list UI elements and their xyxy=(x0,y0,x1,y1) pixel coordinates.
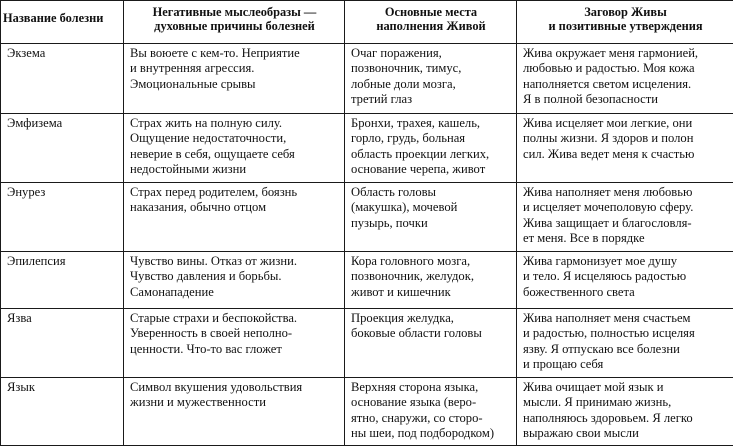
thoughts-cell: Вы воюете с кем-то. Неприятие и внутренняя агрессия. Эмоциональные срывы xyxy=(124,44,345,114)
spell-cell: Жива наполняет меня счастьем и радостью, полностью исцеляя язву. Я отпускаю все болезни и прощаю себя xyxy=(517,309,733,378)
thoughts-cell: Символ вкушения удовольствия жизни и мужественности xyxy=(124,378,345,446)
spell-cell: Жива наполняет меня любовью и исцеляет мочеполовую сферу. Жива защищает и благословля- ет меня. Все в порядке xyxy=(517,183,733,252)
disease-name-cell: Эпилепсия xyxy=(1,252,124,309)
spell-cell: Жива очищает мой язык и мысли. Я принимаю жизнь, наполняюсь здоровьем. Я легко выражаю свои мысли xyxy=(517,378,733,446)
places-cell: Кора головного мозга, позвоночник, желудок, живот и кишечник xyxy=(345,252,517,309)
table-row xyxy=(1,183,733,252)
disease-name-cell: Эмфизема xyxy=(1,114,124,183)
header-negative-thoughts: Негативные мыслеобразы — духовные причины болезней xyxy=(124,1,345,44)
thoughts-cell: Чувство вины. Отказ от жизни. Чувство давления и борьбы. Самонападение xyxy=(124,252,345,309)
places-cell: Очаг поражения, позвоночник, тимус, лобные доли мозга, третий глаз xyxy=(345,44,517,114)
thoughts-cell: Старые страхи и беспокойства. Уверенность в своей неполно- ценности. Что-то вас гложет xyxy=(124,309,345,378)
thoughts-cell: Страх перед родителем, боязнь наказания, обычно отцом xyxy=(124,183,345,252)
table-row xyxy=(1,309,733,378)
table-header-row xyxy=(1,1,733,44)
disease-name-cell: Экзема xyxy=(1,44,124,114)
header-main-places: Основные места наполнения Живой xyxy=(345,1,517,44)
places-cell: Верхняя сторона языка, основание языка (веро- ятно, снаружи, со сторо- ны шеи, под подбородком) xyxy=(345,378,517,446)
header-disease-name: Название болезни xyxy=(1,1,124,44)
table-row xyxy=(1,252,733,309)
spell-cell: Жива исцеляет мои легкие, они полны жизни. Я здоров и полон сил. Жива ведет меня к счастью xyxy=(517,114,733,183)
spell-cell: Жива окружает меня гармонией, любовью и радостью. Моя кожа наполняется светом исцеления. Я в полной безопасности xyxy=(517,44,733,114)
table-row xyxy=(1,44,733,114)
disease-name-cell: Язык xyxy=(1,378,124,446)
places-cell: Область головы (макушка), мочевой пузырь, почки xyxy=(345,183,517,252)
table-row xyxy=(1,378,733,446)
thoughts-cell: Страх жить на полную силу. Ощущение недостаточности, неверие в себя, ощущаете себя недостойными жизни xyxy=(124,114,345,183)
table-row xyxy=(1,114,733,183)
disease-name-cell: Язва xyxy=(1,309,124,378)
disease-name-cell: Энурез xyxy=(1,183,124,252)
spell-cell: Жива гармонизует мое душу и тело. Я исцеляюсь радостью божественного света xyxy=(517,252,733,309)
places-cell: Проекция желудка, боковые области головы xyxy=(345,309,517,378)
header-spell-affirmations: Заговор Живы и позитивные утверждения xyxy=(517,1,733,44)
places-cell: Бронхи, трахея, кашель, горло, грудь, больная область проекции легких, основание черепа, живот xyxy=(345,114,517,183)
